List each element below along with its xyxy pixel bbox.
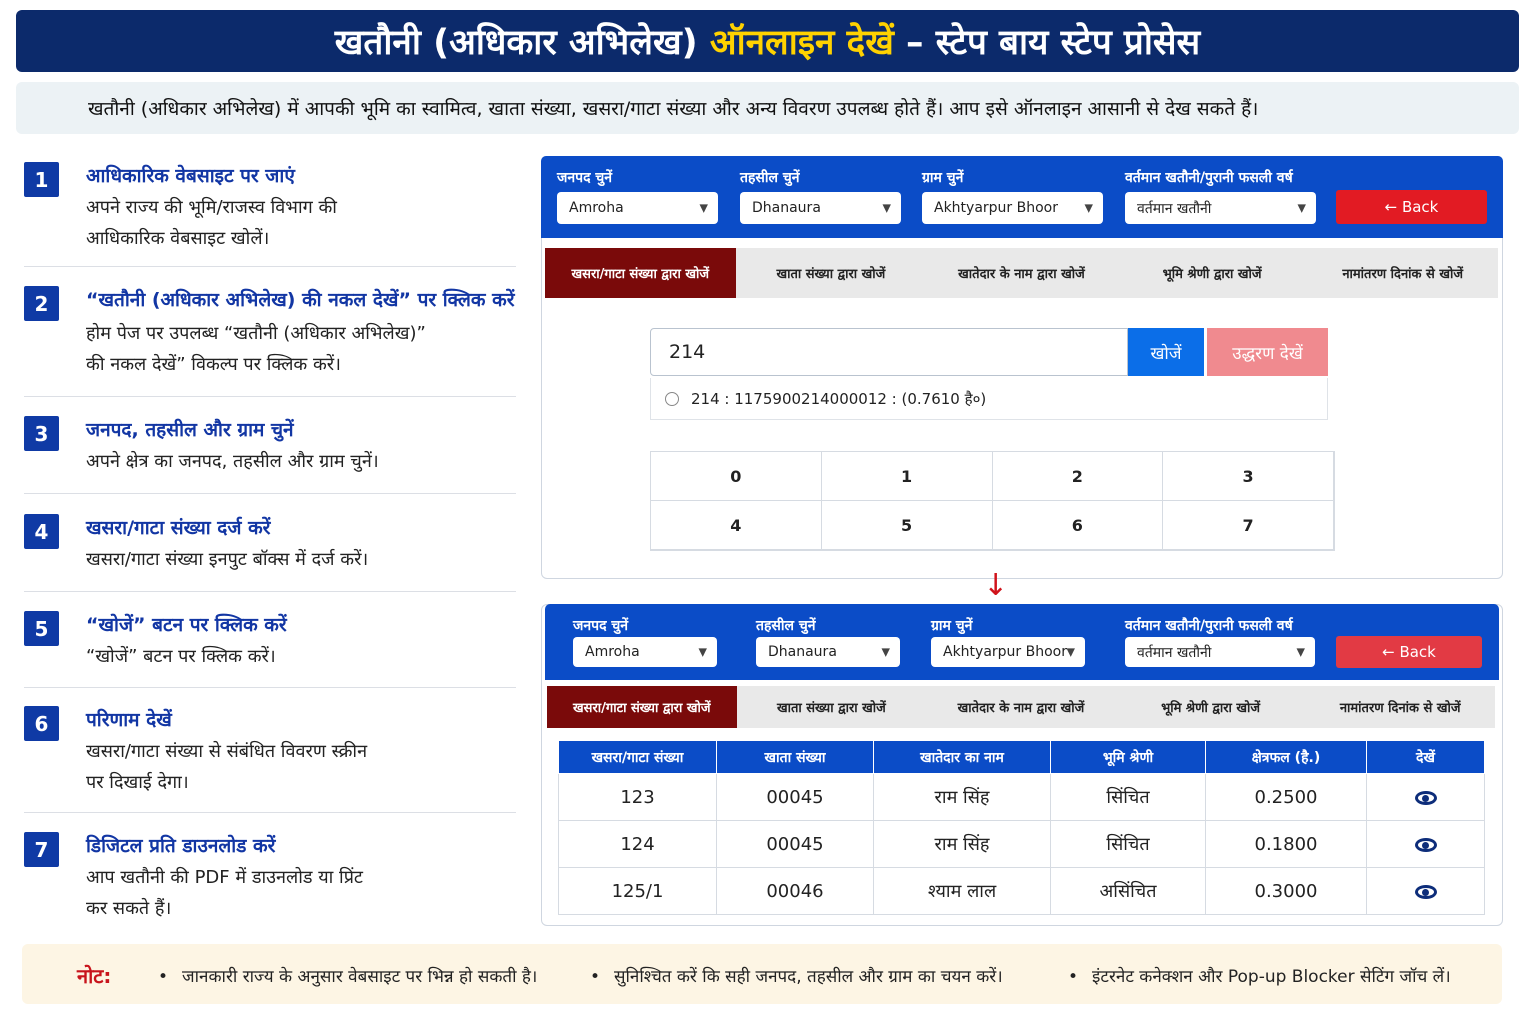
cell-view [1367,821,1485,868]
tab-bhumi[interactable]: भूमि श्रेणी द्वारा खोजें [1162,267,1262,282]
year-value: वर्तमान खतौनी [1137,200,1212,217]
cell-khasra: 124 [559,821,717,868]
divider [24,493,516,494]
tab-khasra[interactable]: खसरा/गाटा संख्या द्वारा खोजें [545,248,736,298]
cell-khata: 00045 [717,821,874,868]
year-label: वर्तमान खतौनी/पुरानी फसली वर्ष [1125,170,1293,186]
tab-khatedar[interactable]: खातेदार के नाम द्वारा खोजें [957,701,1085,716]
results-table [558,740,1485,915]
district-label: जनपद चुनें [573,618,629,634]
cell-khatedar: श्याम लाल [874,868,1051,915]
grid-cell[interactable]: 7 [1163,501,1334,550]
step-number: 5 [24,611,59,646]
step-number: 1 [24,162,59,197]
tehsil-label: तहसील चुनें [740,170,800,186]
chevron-down-icon: ▼ [698,645,707,659]
note-item: • इंटरनेट कनेक्शन और Pop-up Blocker सेटिंग जॉच लें। [1068,964,1451,987]
district-value: Amroha [585,644,640,660]
cell-khata: 00045 [717,774,874,821]
tehsil-select[interactable] [756,637,900,667]
tehsil-select[interactable] [740,192,901,224]
col-khasra: खसरा/गाटा संख्या [559,741,717,774]
tehsil-value: Dhanaura [752,200,821,216]
cell-bhumi: सिंचित [1051,774,1206,821]
back-button[interactable]: ← Back [1336,190,1487,224]
filter-bar [541,156,1503,238]
divider [24,687,516,688]
result-text: 214 : 1175900214000012 : (0.7610 है०) [691,389,987,408]
eye-icon[interactable] [1415,838,1437,852]
grid-cell[interactable]: 2 [993,452,1164,501]
page-banner [16,10,1519,72]
banner-title: खतौनी (अधिकार अभिलेख) [334,22,698,63]
note-item: • जानकारी राज्य के अनुसार वेबसाइट पर भिन्न हो सकती है। [158,964,537,987]
grid-cell[interactable]: 5 [822,501,993,550]
cell-view [1367,774,1485,821]
back-button[interactable]: ← Back [1336,636,1482,668]
village-select[interactable] [922,192,1103,224]
step-desc: पर दिखाई देगा। [86,772,189,793]
col-khatedar: खातेदार का नाम [874,741,1051,774]
col-khata: खाता संख्या [717,741,874,774]
step-desc: कर सकते हैं। [86,898,172,919]
village-select[interactable] [931,637,1085,667]
grid-cell[interactable]: 0 [651,452,822,501]
divider [24,266,516,267]
grid-cell[interactable]: 1 [822,452,993,501]
step-title: खसरा/गाटा संख्या दर्ज करें [86,517,271,539]
step-desc: “खोजें” बटन पर क्लिक करें। [86,646,276,667]
divider [24,591,516,592]
year-label: वर्तमान खतौनी/पुरानी फसली वर्ष [1125,618,1293,634]
tab-khatedar[interactable]: खातेदार के नाम द्वारा खोजें [958,267,1085,282]
cell-khatedar: राम सिंह [874,821,1051,868]
banner-highlight: ऑनलाइन देखें [709,22,894,63]
eye-icon[interactable] [1415,885,1437,899]
cell-khasra: 125/1 [559,868,717,915]
note-box [22,944,1502,1004]
step-title: आधिकारिक वेबसाइट पर जाएं [86,165,295,187]
cell-khasra: 123 [559,774,717,821]
year-select[interactable] [1125,192,1316,224]
col-view: देखें [1367,741,1485,774]
cell-area: 0.3000 [1206,868,1367,915]
intro-text: खतौनी (अधिकार अभिलेख) में आपकी भूमि का स्वामित्व, खाता संख्या, खसरा/गाटा संख्या और अन्य विवरण उपलब्ध होते हैं। आप इसे ऑनलाइन आसानी से देख सकते हैं। [16,82,1519,134]
grid-cell[interactable]: 4 [651,501,822,550]
year-select[interactable] [1125,637,1315,667]
search-tabs [547,686,1495,728]
note-label: नोट: [77,964,112,988]
cell-khatedar: राम सिंह [874,774,1051,821]
radio-icon[interactable] [665,392,679,406]
search-tabs [545,248,1498,298]
step-desc: अपने क्षेत्र का जनपद, तहसील और ग्राम चुनें। [86,451,379,472]
table-row [559,821,1485,868]
step-number: 4 [24,514,59,549]
divider [24,396,516,397]
cell-area: 0.1800 [1206,821,1367,868]
col-bhumi: भूमि श्रेणी [1051,741,1206,774]
step-desc: होम पेज पर उपलब्ध “खतौनी (अधिकार अभिलेख)” [86,323,426,344]
filter-bar [545,604,1499,680]
chevron-down-icon: ▼ [699,201,708,215]
divider [24,812,516,813]
chevron-down-icon: ▼ [1297,201,1306,215]
step-title: “खतौनी (अधिकार अभिलेख) की नकल देखें” पर क्लिक करें [86,289,515,311]
chevron-down-icon: ▼ [1084,201,1093,215]
step-number: 6 [24,706,59,741]
tehsil-label: तहसील चुनें [756,618,816,634]
tab-namantaran[interactable]: नामांतरण दिनांक से खोजें [1342,267,1464,282]
chevron-down-icon: ▼ [1066,645,1075,659]
table-row [559,868,1485,915]
step-desc: की नकल देखें” विकल्प पर क्लिक करें। [86,354,341,375]
chevron-down-icon: ▼ [881,645,890,659]
cell-area: 0.2500 [1206,774,1367,821]
step-desc: आप खतौनी की PDF में डाउनलोड या प्रिंट [86,867,364,888]
step-number: 2 [24,286,59,321]
tab-khasra[interactable]: खसरा/गाटा संख्या द्वारा खोजें [547,686,737,728]
tab-namantaran[interactable]: नामांतरण दिनांक से खोजें [1339,701,1461,716]
eye-icon[interactable] [1415,791,1437,805]
tab-khata[interactable]: खाता संख्या द्वारा खोजें [776,701,886,716]
step-title: “खोजें” बटन पर क्लिक करें [86,614,287,636]
district-select[interactable] [573,637,717,667]
village-label: ग्राम चुनें [922,170,964,186]
cell-bhumi: असिंचित [1051,868,1206,915]
chevron-down-icon: ▼ [882,201,891,215]
cell-bhumi: सिंचित [1051,821,1206,868]
search-result-option[interactable] [650,378,1328,420]
extract-button[interactable]: उद्धरण देखें [1207,328,1328,376]
col-area: क्षेत्रफल (है.) [1206,741,1367,774]
step-number: 3 [24,416,59,451]
step-desc: अपने राज्य की भूमि/राजस्व विभाग की [86,197,337,218]
cell-view [1367,868,1485,915]
arrow-down-icon: ↓ [983,568,1009,603]
note-item: • सुनिश्चित करें कि सही जनपद, तहसील और ग्राम का चयन करें। [590,964,1003,987]
banner-subtitle: – स्टेप बाय स्टेप प्रोसेस [906,22,1201,63]
grid-cell[interactable]: 6 [993,501,1164,550]
chevron-down-icon: ▼ [1296,645,1305,659]
tehsil-value: Dhanaura [768,644,837,660]
tab-khata[interactable]: खाता संख्या द्वारा खोजें [776,267,886,282]
step-title: डिजिटल प्रति डाउनलोड करें [86,835,276,857]
step-title: परिणाम देखें [86,709,172,731]
khasra-search-input[interactable]: 214 [650,328,1128,376]
year-value: वर्तमान खतौनी [1137,644,1212,661]
step-number: 7 [24,832,59,867]
district-label: जनपद चुनें [557,170,613,186]
village-value: Akhtyarpur Bhoor [943,644,1067,660]
search-button[interactable]: खोजें [1128,328,1204,376]
cell-khata: 00046 [717,868,874,915]
step-desc: खसरा/गाटा संख्या से संबंधित विवरण स्क्रीन [86,741,368,762]
table-row [559,774,1485,821]
grid-cell[interactable]: 3 [1163,452,1334,501]
step-title: जनपद, तहसील और ग्राम चुनें [86,419,294,441]
step-desc: आधिकारिक वेबसाइट खोलें। [86,228,270,249]
number-grid [650,451,1335,551]
district-value: Amroha [569,200,624,216]
village-label: ग्राम चुनें [931,618,973,634]
village-value: Akhtyarpur Bhoor [934,200,1058,216]
step-desc: खसरा/गाटा संख्या इनपुट बॉक्स में दर्ज करें। [86,549,369,570]
tab-bhumi[interactable]: भूमि श्रेणी द्वारा खोजें [1161,701,1261,716]
district-select[interactable] [557,192,718,224]
